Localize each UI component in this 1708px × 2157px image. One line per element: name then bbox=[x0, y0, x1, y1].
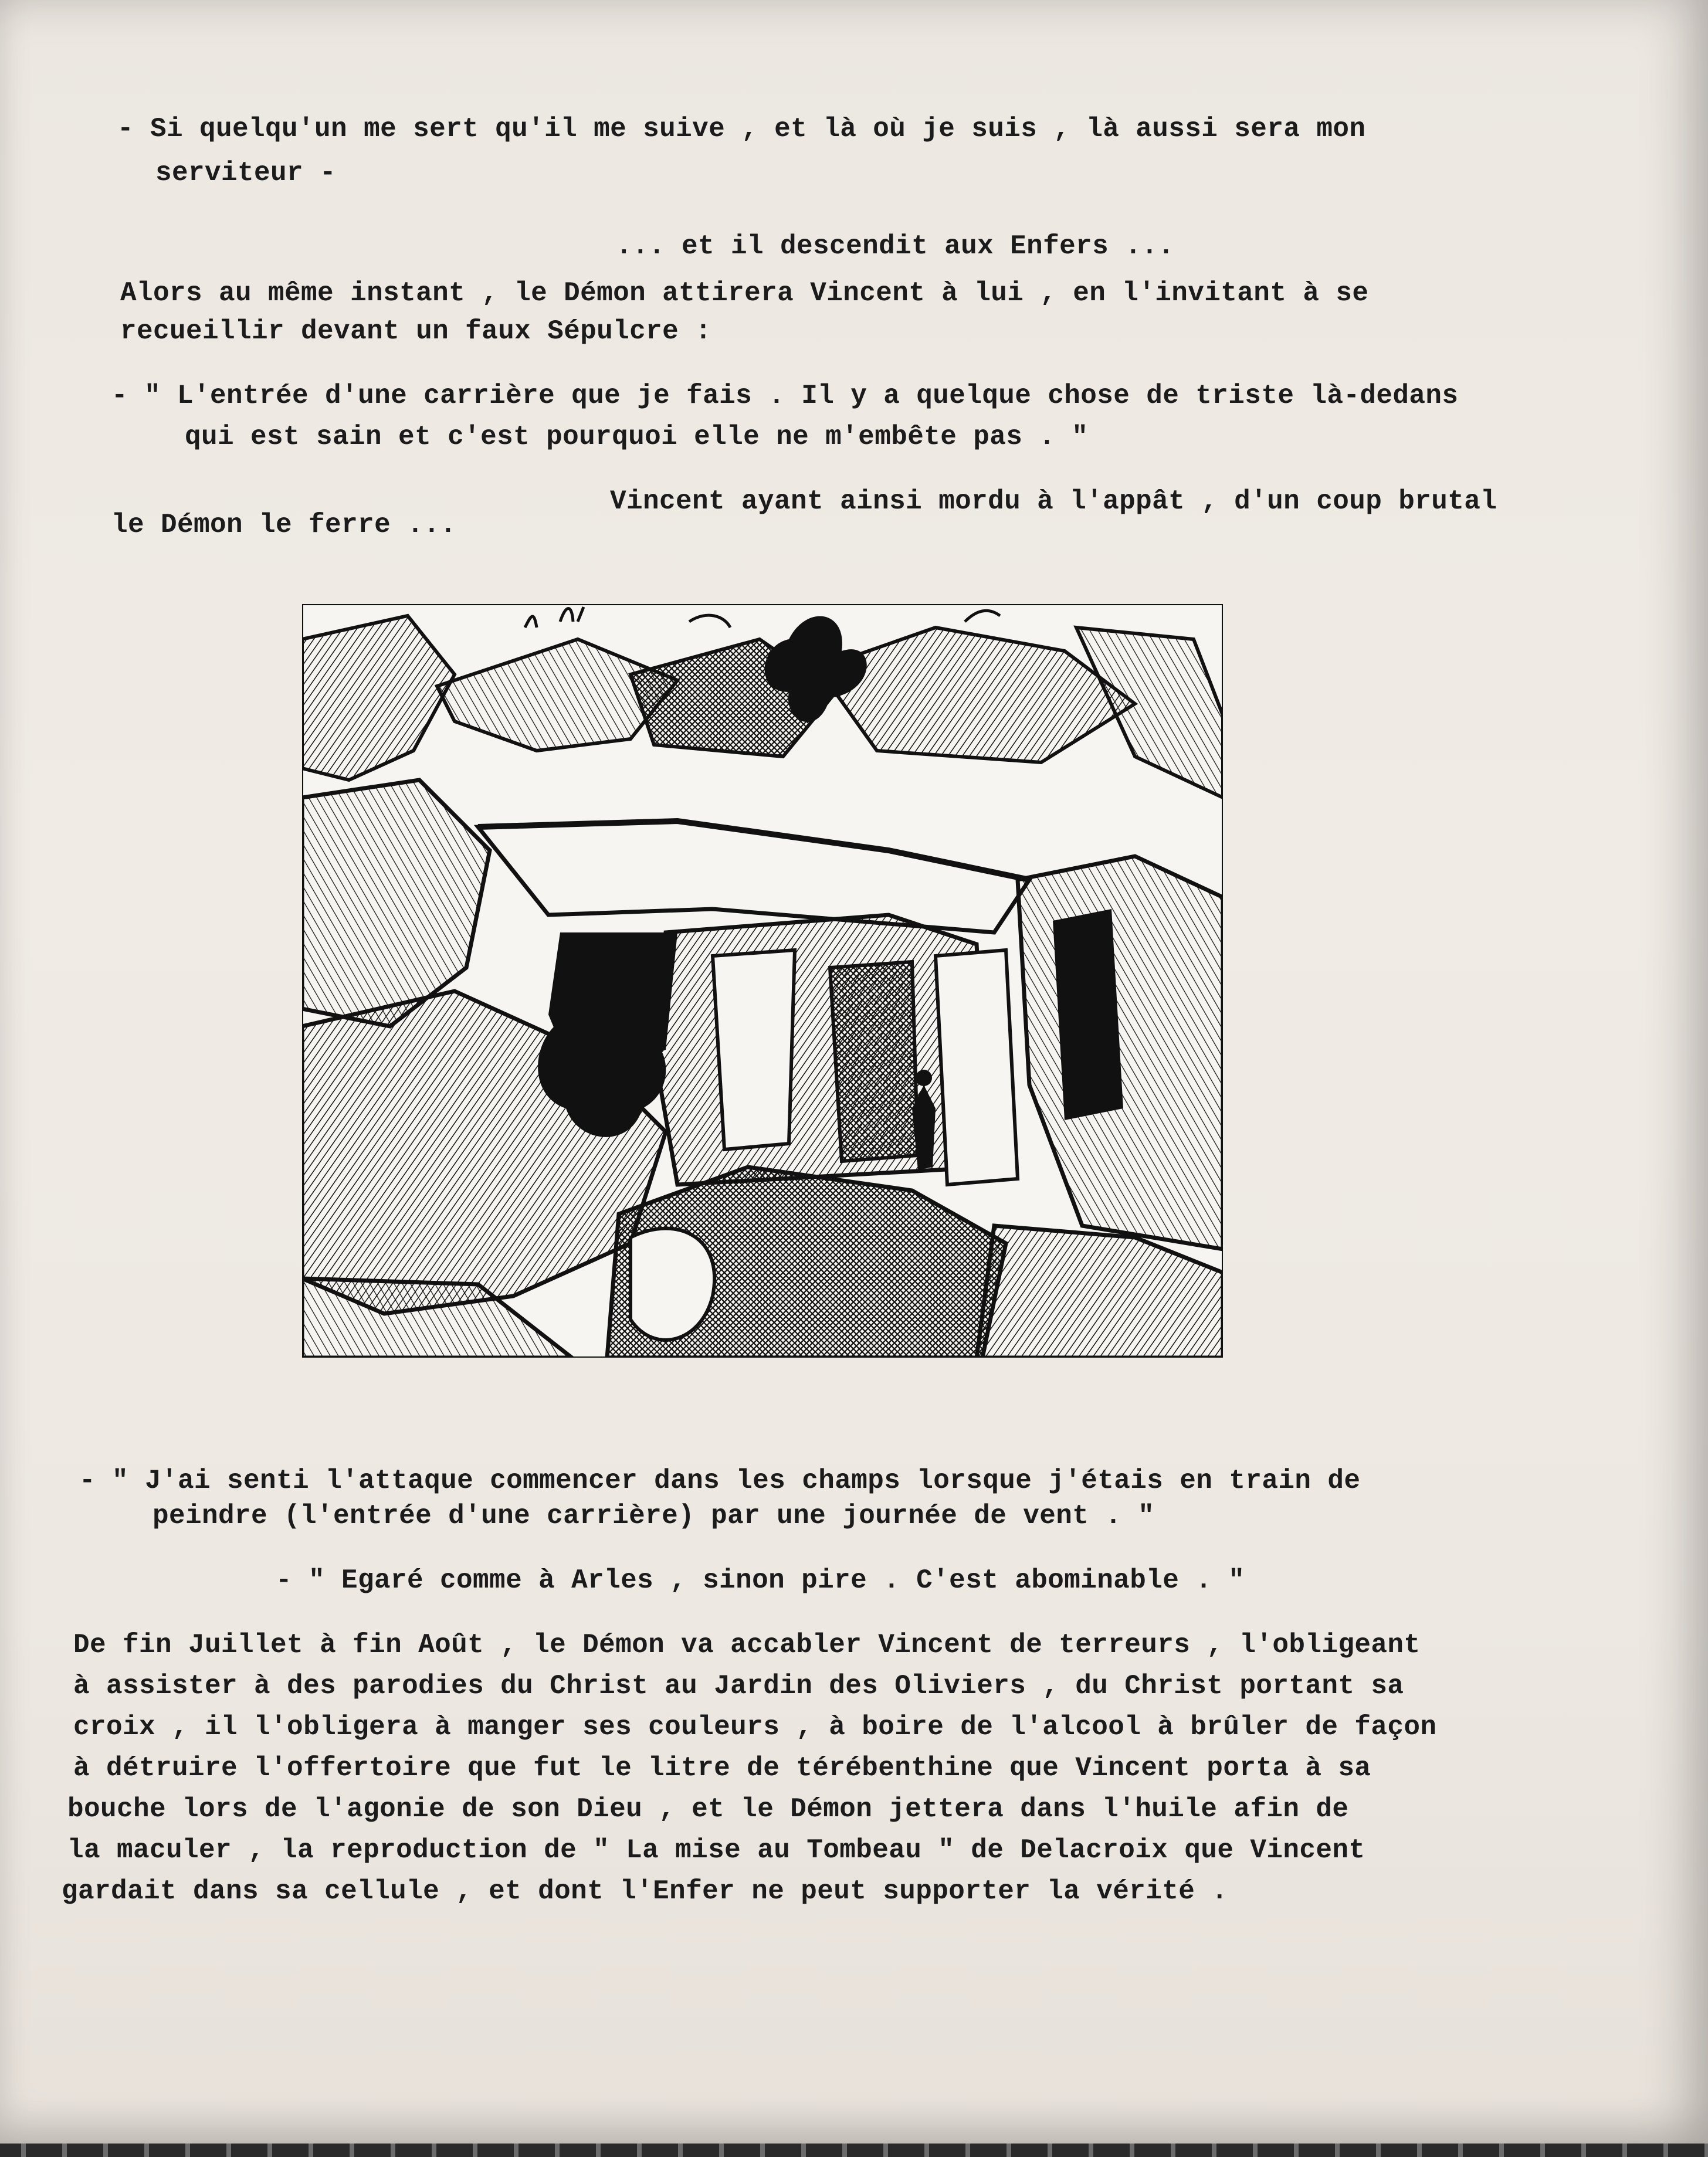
text-line: le Démon le ferre ... bbox=[111, 510, 457, 540]
page-bottom-edge bbox=[0, 2144, 1708, 2157]
text-line: gardait dans sa cellule , et dont l'Enfer ne peut supporter la vérité . bbox=[62, 1876, 1228, 1907]
text-line: ... et il descendit aux Enfers ... bbox=[616, 231, 1175, 262]
text-line: - " L'entrée d'une carrière que je fais . Il y a quelque chose de triste là-dedans bbox=[111, 381, 1459, 411]
text-line: peindre (l'entrée d'une carrière) par une journée de vent . " bbox=[152, 1501, 1155, 1531]
text-line: à assister à des parodies du Christ au Jardin des Oliviers , du Christ portant sa bbox=[73, 1671, 1404, 1701]
text-line: Vincent ayant ainsi mordu à l'appât , d'un coup brutal bbox=[610, 486, 1497, 517]
quarry-illustration bbox=[302, 604, 1223, 1358]
text-line: - Si quelqu'un me sert qu'il me suive , et là où je suis , là aussi sera mon bbox=[117, 114, 1366, 144]
text-line: à détruire l'offertoire que fut le litre de térébenthine que Vincent porta à sa bbox=[73, 1753, 1371, 1783]
text-line: - " Egaré comme à Arles , sinon pire . C'est abominable . " bbox=[276, 1565, 1245, 1596]
text-line: - " J'ai senti l'attaque commencer dans les champs lorsque j'étais en train de bbox=[79, 1466, 1361, 1496]
text-line: croix , il l'obligera à manger ses couleurs , à boire de l'alcool à brûler de façon bbox=[73, 1712, 1437, 1742]
text-line: qui est sain et c'est pourquoi elle ne m'embête pas . " bbox=[185, 422, 1089, 452]
quarry-drawing bbox=[302, 604, 1223, 1358]
text-line: De fin Juillet à fin Août , le Démon va accabler Vincent de terreurs , l'obligeant bbox=[73, 1630, 1421, 1660]
text-line: la maculer , la reproduction de " La mise au Tombeau " de Delacroix que Vincent bbox=[67, 1835, 1365, 1866]
text-line: recueillir devant un faux Sépulcre : bbox=[120, 316, 712, 347]
text-line: serviteur - bbox=[155, 158, 337, 188]
text-line: Alors au même instant , le Démon attirera Vincent à lui , en l'invitant à se bbox=[120, 278, 1369, 308]
text-line: bouche lors de l'agonie de son Dieu , et le Démon jettera dans l'huile afin de bbox=[67, 1794, 1349, 1824]
